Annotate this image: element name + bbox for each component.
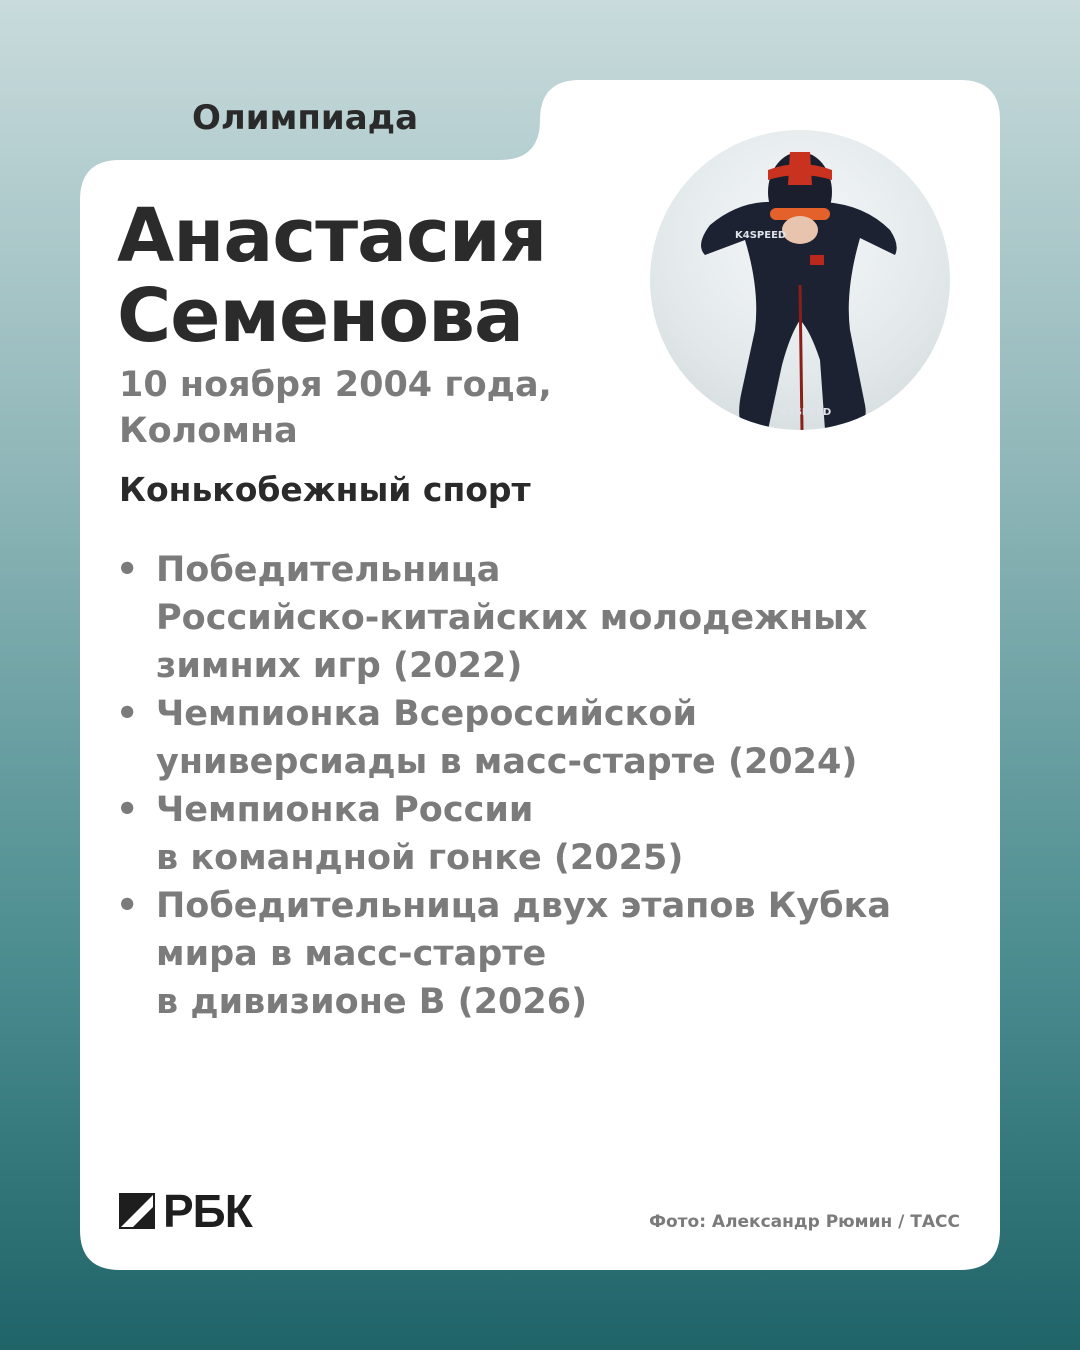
speed-skater-icon [650,130,950,430]
bullet-icon: • [116,550,139,590]
athlete-name [117,193,547,359]
rbc-logo [119,1185,252,1237]
svg-text:K4SPEED: K4SPEED [780,407,832,418]
category-label: Олимпиада [192,98,419,138]
athlete-photo [650,130,950,430]
svg-text:K4SPEED: K4SPEED [735,230,787,241]
achievement-item [116,690,936,786]
achievement-item [116,882,936,1026]
birth-date: 10 ноября 2004 года, [119,365,552,405]
achievement-line: Чемпионка России [156,790,534,830]
achievement-line: Российско-китайских молодежных [156,598,868,638]
sport-label: Конькобежный спорт [119,470,531,509]
achievement-line: в командной гонке (2025) [156,838,684,878]
bullet-icon: • [116,790,139,830]
achievement-line: Победительница [156,550,501,590]
name-first: Анастасия [117,193,547,279]
rbc-logo-text: РБК [163,1185,252,1237]
achievement-line: зимних игр (2022) [156,646,523,686]
achievement-line: Победительница двух этапов Кубка [156,886,891,926]
bullet-icon: • [116,886,139,926]
achievement-line: Чемпионка Всероссийской [156,694,697,734]
birth-info [119,362,552,454]
birth-place: Коломна [119,411,298,451]
name-last: Семенова [117,273,523,359]
achievement-line: в дивизионе В (2026) [156,982,588,1022]
achievements-list [116,546,936,1026]
photo-credit: Фото: Александр Рюмин / ТАСС [649,1212,960,1232]
achievement-item [116,546,936,690]
achievement-line: универсиады в масс-старте (2024) [156,742,858,782]
achievement-item [116,786,936,882]
achievement-line: мира в масс-старте [156,934,547,974]
rbc-logo-icon [119,1193,155,1229]
bullet-icon: • [116,694,139,734]
